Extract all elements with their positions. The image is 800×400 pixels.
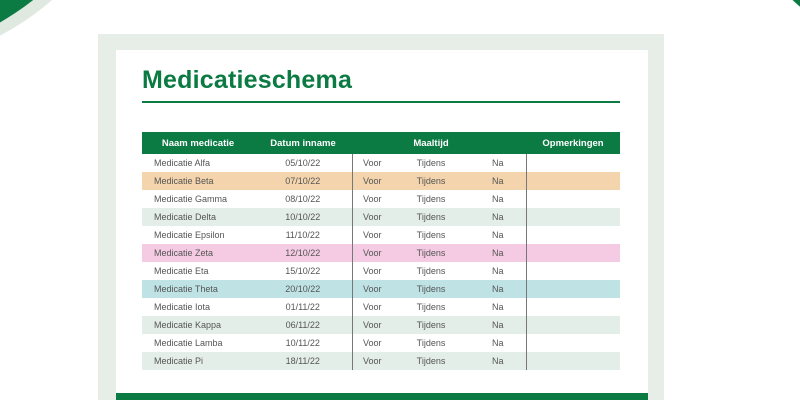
notes-cell bbox=[526, 298, 620, 316]
intake-date: 10/10/22 bbox=[285, 212, 321, 222]
medication-name: Medicatie Iota bbox=[154, 302, 211, 312]
medication-name: Medicatie Zeta bbox=[154, 248, 214, 258]
meal-during: Tijdens bbox=[416, 212, 446, 222]
meal-before: Voor bbox=[352, 280, 392, 298]
intake-date: 11/10/22 bbox=[285, 230, 320, 240]
meal-after: Na bbox=[491, 194, 504, 204]
meal-after: Na bbox=[491, 284, 504, 294]
notes-cell bbox=[526, 262, 620, 280]
table-body bbox=[142, 154, 620, 370]
medication-table bbox=[142, 132, 620, 370]
meal-during: Tijdens bbox=[416, 356, 446, 366]
table-row bbox=[142, 190, 620, 208]
meal-before: Voor bbox=[352, 262, 392, 280]
table-row bbox=[142, 262, 620, 280]
table-row bbox=[142, 334, 620, 352]
background-shape bbox=[710, 0, 800, 70]
table-row bbox=[142, 172, 620, 190]
notes-cell bbox=[526, 352, 620, 370]
notes-cell bbox=[526, 172, 620, 190]
intake-date: 08/10/22 bbox=[285, 194, 321, 204]
background-shape bbox=[710, 0, 800, 80]
medication-name: Medicatie Gamma bbox=[154, 194, 228, 204]
table-row bbox=[142, 352, 620, 370]
meal-after: Na bbox=[491, 212, 504, 222]
medication-name: Medicatie Eta bbox=[154, 266, 209, 276]
meal-before: Voor bbox=[352, 244, 392, 262]
notes-cell bbox=[526, 244, 620, 262]
intake-date: 15/10/22 bbox=[285, 266, 321, 276]
table-row bbox=[142, 316, 620, 334]
meal-during: Tijdens bbox=[416, 158, 446, 168]
meal-before: Voor bbox=[352, 172, 392, 190]
notes-cell bbox=[526, 190, 620, 208]
bottom-bar bbox=[116, 393, 648, 400]
meal-during: Tijdens bbox=[416, 194, 446, 204]
intake-date: 20/10/22 bbox=[285, 284, 321, 294]
meal-after: Na bbox=[491, 338, 504, 348]
header-meal-right bbox=[470, 132, 526, 154]
meal-during: Tijdens bbox=[416, 338, 446, 348]
meal-before: Voor bbox=[352, 352, 392, 370]
meal-before: Voor bbox=[352, 226, 392, 244]
intake-date: 01/11/22 bbox=[285, 302, 320, 312]
meal-after: Na bbox=[491, 176, 504, 186]
header-meal: Maaltijd bbox=[392, 132, 470, 154]
meal-after: Na bbox=[491, 320, 504, 330]
meal-before: Voor bbox=[352, 154, 392, 172]
meal-after: Na bbox=[491, 230, 504, 240]
meal-before: Voor bbox=[352, 190, 392, 208]
table-header-row bbox=[142, 132, 620, 154]
medication-name: Medicatie Theta bbox=[154, 284, 218, 294]
meal-during: Tijdens bbox=[416, 248, 446, 258]
notes-cell bbox=[526, 208, 620, 226]
page-title: Medicatieschema bbox=[142, 66, 353, 94]
meal-after: Na bbox=[491, 356, 504, 366]
table-row bbox=[142, 244, 620, 262]
meal-before: Voor bbox=[352, 298, 392, 316]
meal-during: Tijdens bbox=[416, 284, 446, 294]
meal-after: Na bbox=[491, 248, 504, 258]
meal-after: Na bbox=[491, 266, 504, 276]
table-row bbox=[142, 154, 620, 172]
meal-during: Tijdens bbox=[416, 176, 446, 186]
header-date: Datum inname bbox=[254, 132, 352, 154]
header-name: Naam medicatie bbox=[142, 132, 254, 154]
notes-cell bbox=[526, 280, 620, 298]
medication-name: Medicatie Kappa bbox=[154, 320, 222, 330]
meal-after: Na bbox=[491, 158, 504, 168]
meal-during: Tijdens bbox=[416, 320, 446, 330]
table-row bbox=[142, 298, 620, 316]
medication-name: Medicatie Alfa bbox=[154, 158, 211, 168]
title-divider bbox=[142, 101, 620, 103]
intake-date: 12/10/22 bbox=[285, 248, 321, 258]
intake-date: 05/10/22 bbox=[285, 158, 321, 168]
intake-date: 10/11/22 bbox=[285, 338, 320, 348]
meal-during: Tijdens bbox=[416, 266, 446, 276]
notes-cell bbox=[526, 226, 620, 244]
medication-name: Medicatie Pi bbox=[154, 356, 204, 366]
table-row bbox=[142, 208, 620, 226]
meal-after: Na bbox=[491, 302, 504, 312]
table-row bbox=[142, 280, 620, 298]
meal-before: Voor bbox=[352, 208, 392, 226]
intake-date: 06/11/22 bbox=[285, 320, 320, 330]
medication-name: Medicatie Delta bbox=[154, 212, 217, 222]
medication-name: Medicatie Lamba bbox=[154, 338, 223, 348]
meal-before: Voor bbox=[352, 316, 392, 334]
meal-before: Voor bbox=[352, 334, 392, 352]
notes-cell bbox=[526, 334, 620, 352]
header-notes: Opmerkingen bbox=[526, 132, 620, 154]
meal-during: Tijdens bbox=[416, 302, 446, 312]
medication-name: Medicatie Beta bbox=[154, 176, 214, 186]
notes-cell bbox=[526, 316, 620, 334]
meal-during: Tijdens bbox=[416, 230, 446, 240]
table-row bbox=[142, 226, 620, 244]
intake-date: 07/10/22 bbox=[285, 176, 321, 186]
medication-name: Medicatie Epsilon bbox=[154, 230, 225, 240]
notes-cell bbox=[526, 154, 620, 172]
intake-date: 18/11/22 bbox=[285, 356, 320, 366]
header-meal-left bbox=[352, 132, 392, 154]
